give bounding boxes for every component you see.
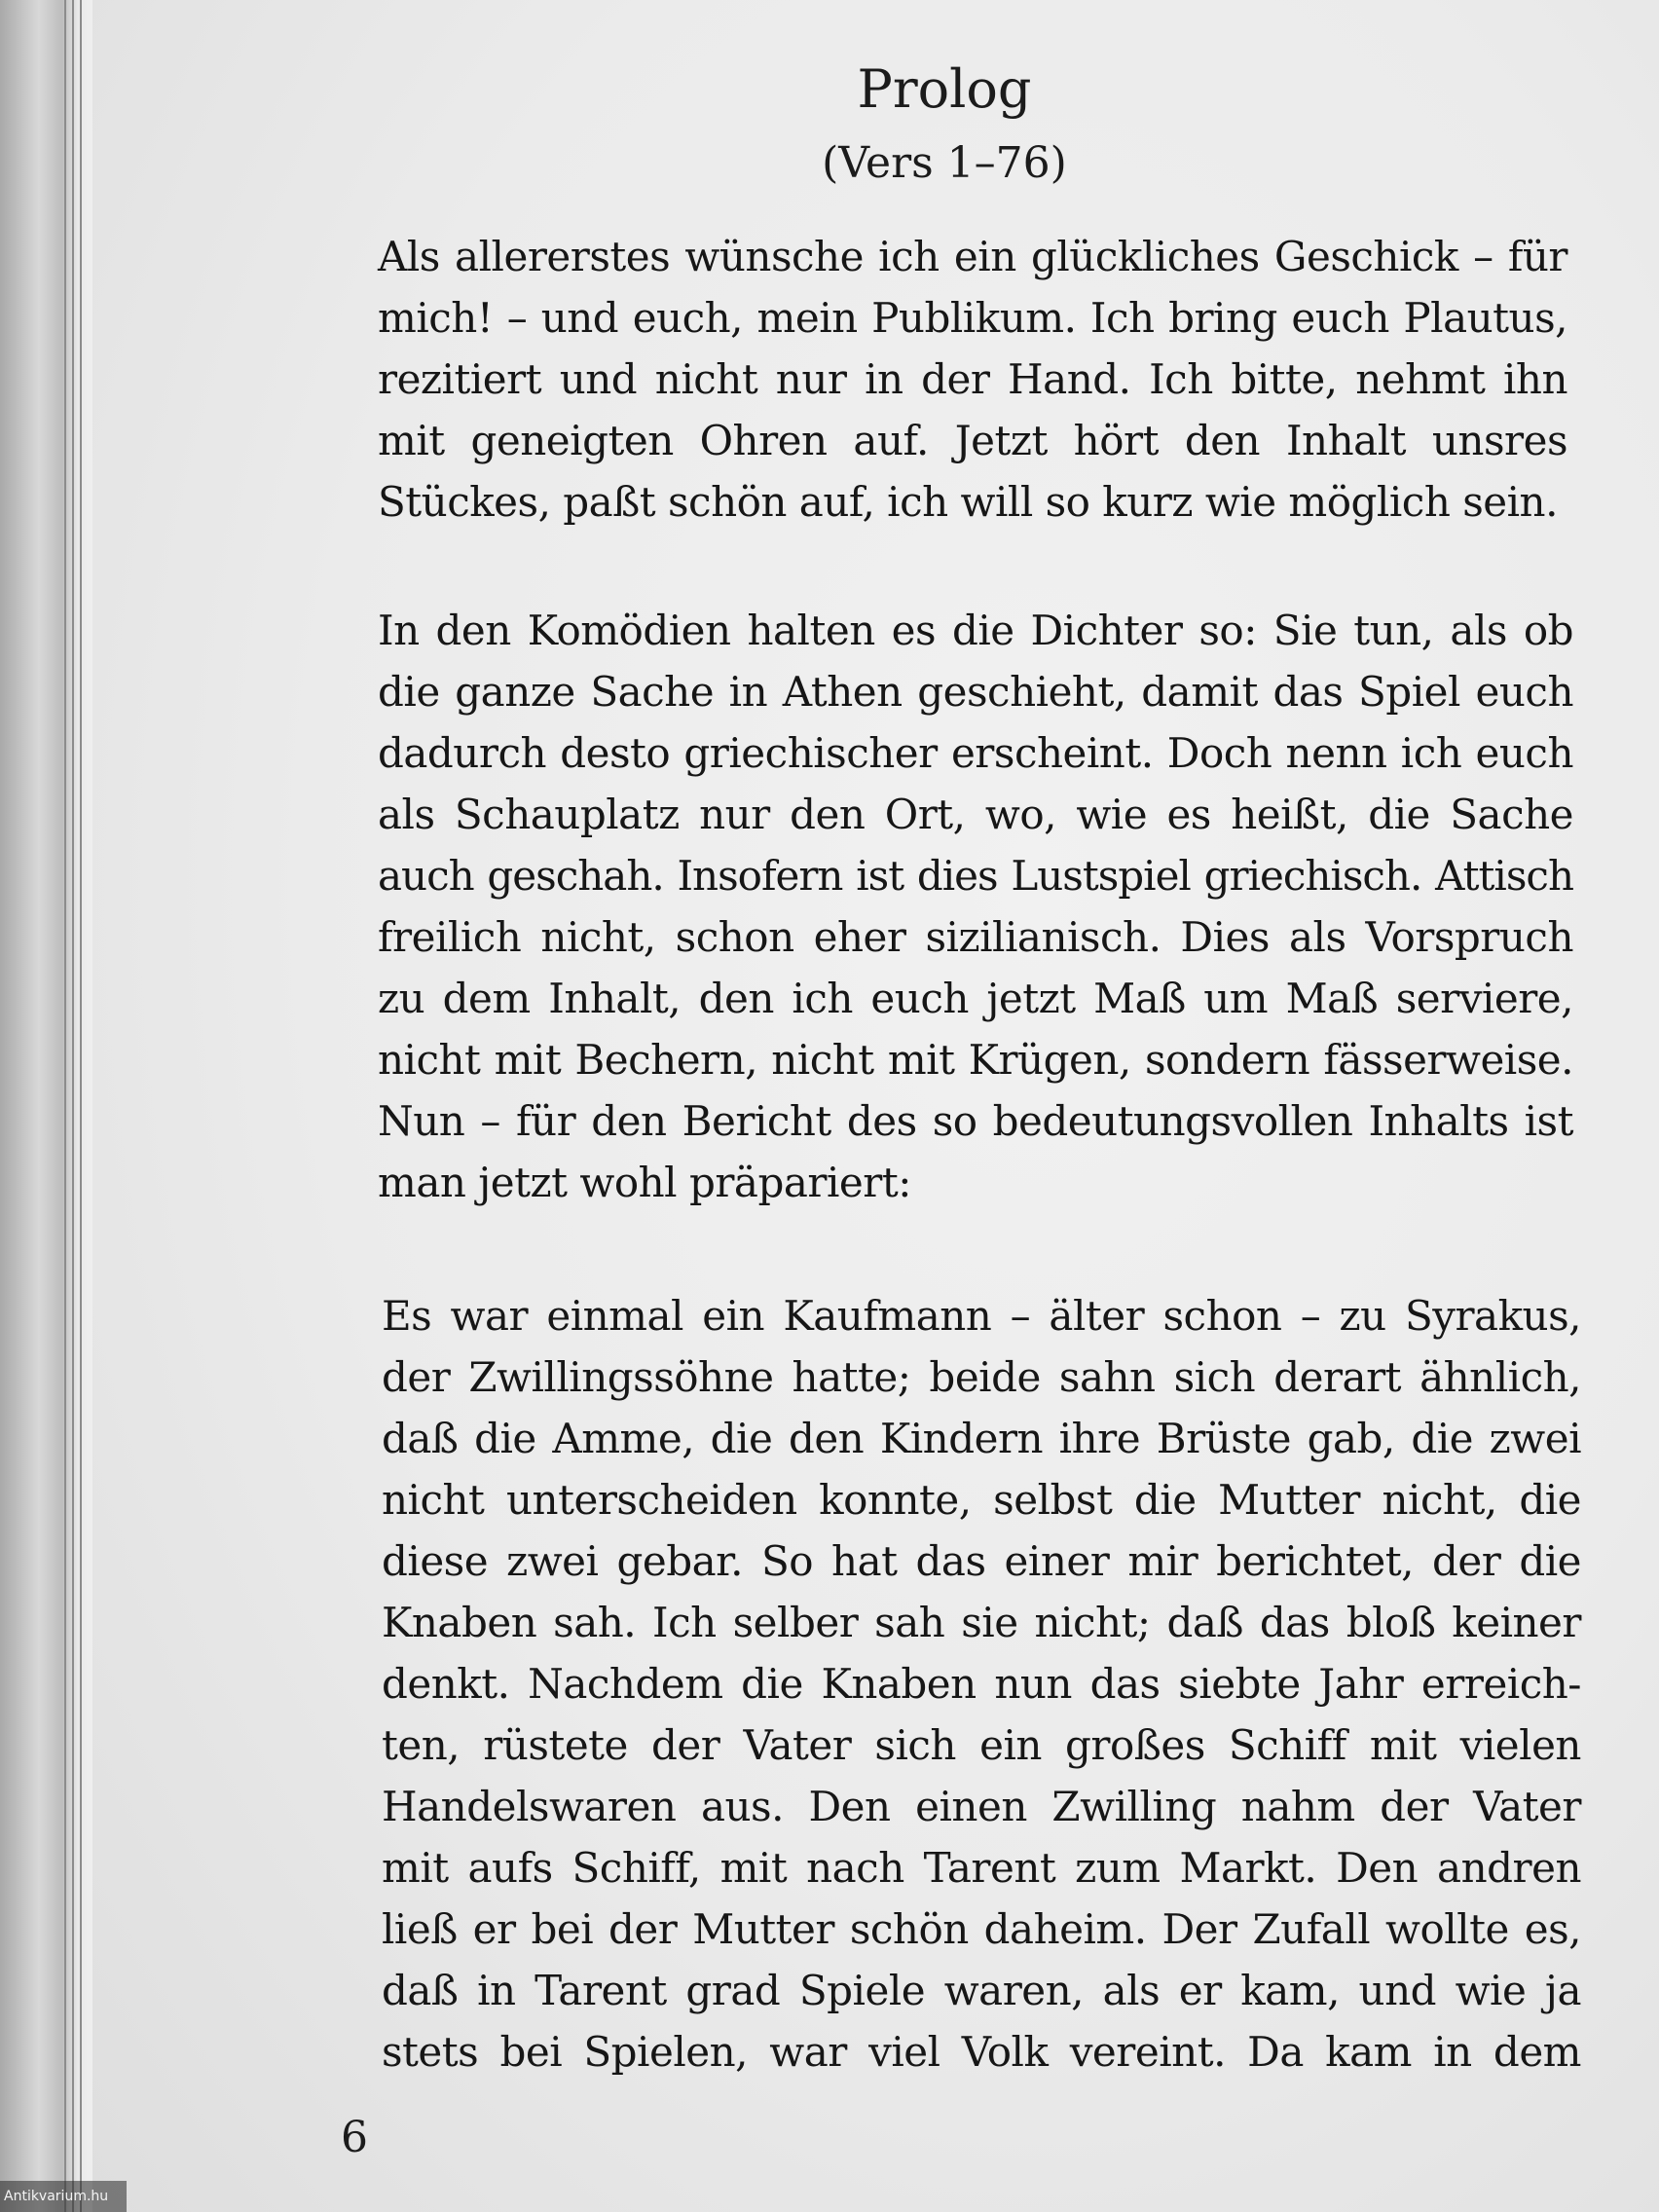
page-edge-line [80, 0, 82, 2212]
text-line: daß die Amme, die den Kindern ihre Brüste gab, die zwei [382, 1415, 1581, 1462]
text-line: Als allererstes wünsche ich ein glückliches Geschick – für [378, 233, 1567, 280]
text-line: dadurch desto griechischer erscheint. Doch nenn ich euch [378, 729, 1573, 777]
text-line: stets bei Spielen, war viel Volk vereint. Da kam in dem [382, 2028, 1581, 2076]
paragraph-3 [382, 1285, 1581, 2083]
text-line: nicht mit Bechern, nicht mit Krügen, sondern fässerweise. [378, 1036, 1573, 1084]
chapter-title: Prolog [857, 58, 1032, 120]
text-line: man jetzt wohl präpariert: [378, 1159, 911, 1206]
text-line: auch geschah. Insofern ist dies Lustspiel griechisch. Attisch [378, 852, 1573, 900]
text-line: als Schauplatz nur den Ort, wo, wie es heißt, die Sache [378, 791, 1573, 838]
text-line: mich! – und euch, mein Publikum. Ich bring euch Plautus, [378, 294, 1567, 342]
text-line: der Zwillingssöhne hatte; beide sahn sich derart ähnlich, [382, 1353, 1581, 1401]
text-line: Nun – für den Bericht des so bedeutungsvollen Inhalts ist [378, 1097, 1573, 1145]
page-number: 6 [341, 2113, 368, 2162]
text-line: In den Komödien halten es die Dichter so: Sie tun, als ob [378, 607, 1573, 654]
text-line: denkt. Nachdem die Knaben nun das siebte Jahr erreich- [382, 1660, 1581, 1708]
text-line: rezitiert und nicht nur in der Hand. Ich bitte, nehmt ihn [378, 355, 1567, 403]
paragraph-2 [378, 600, 1573, 1213]
text-line: Stückes, paßt schön auf, ich will so kurz wie möglich sein. [378, 478, 1558, 526]
text-line: daß in Tarent grad Spiele waren, als er kam, und wie ja [382, 1967, 1581, 2014]
watermark-logo: Antikvarium.hu [0, 2181, 127, 2212]
text-line: nicht unterscheiden konnte, selbst die Mutter nicht, die [382, 1476, 1581, 1524]
text-line: mit aufs Schiff, mit nach Tarent zum Markt. Den andren [382, 1844, 1581, 1892]
text-line: ließ er bei der Mutter schön daheim. Der Zufall wollte es, [382, 1905, 1581, 1953]
text-line: freilich nicht, schon eher sizilianisch. Dies als Vorspruch [378, 913, 1573, 961]
text-line: mit geneigten Ohren auf. Jetzt hört den Inhalt unsres [378, 417, 1567, 464]
text-line: Es war einmal ein Kaufmann – älter schon – zu Syrakus, [382, 1292, 1581, 1340]
text-line: zu dem Inhalt, den ich euch jetzt Maß um Maß serviere, [378, 975, 1573, 1022]
text-line: ten, rüstete der Vater sich ein großes Schiff mit vielen [382, 1721, 1581, 1769]
text-line: die ganze Sache in Athen geschieht, damit das Spiel euch [378, 668, 1573, 716]
verse-range-subtitle: (Vers 1–76) [822, 138, 1067, 188]
text-line: Handelswaren aus. Den einen Zwilling nahm der Vater [382, 1783, 1581, 1830]
text-line: Knaben sah. Ich selber sah sie nicht; daß das bloß keiner [382, 1599, 1581, 1646]
page-edge-line [64, 0, 66, 2212]
page-edge-line [72, 0, 74, 2212]
text-line: diese zwei gebar. So hat das einer mir berichtet, der die [382, 1537, 1581, 1585]
paragraph-1 [378, 226, 1567, 533]
